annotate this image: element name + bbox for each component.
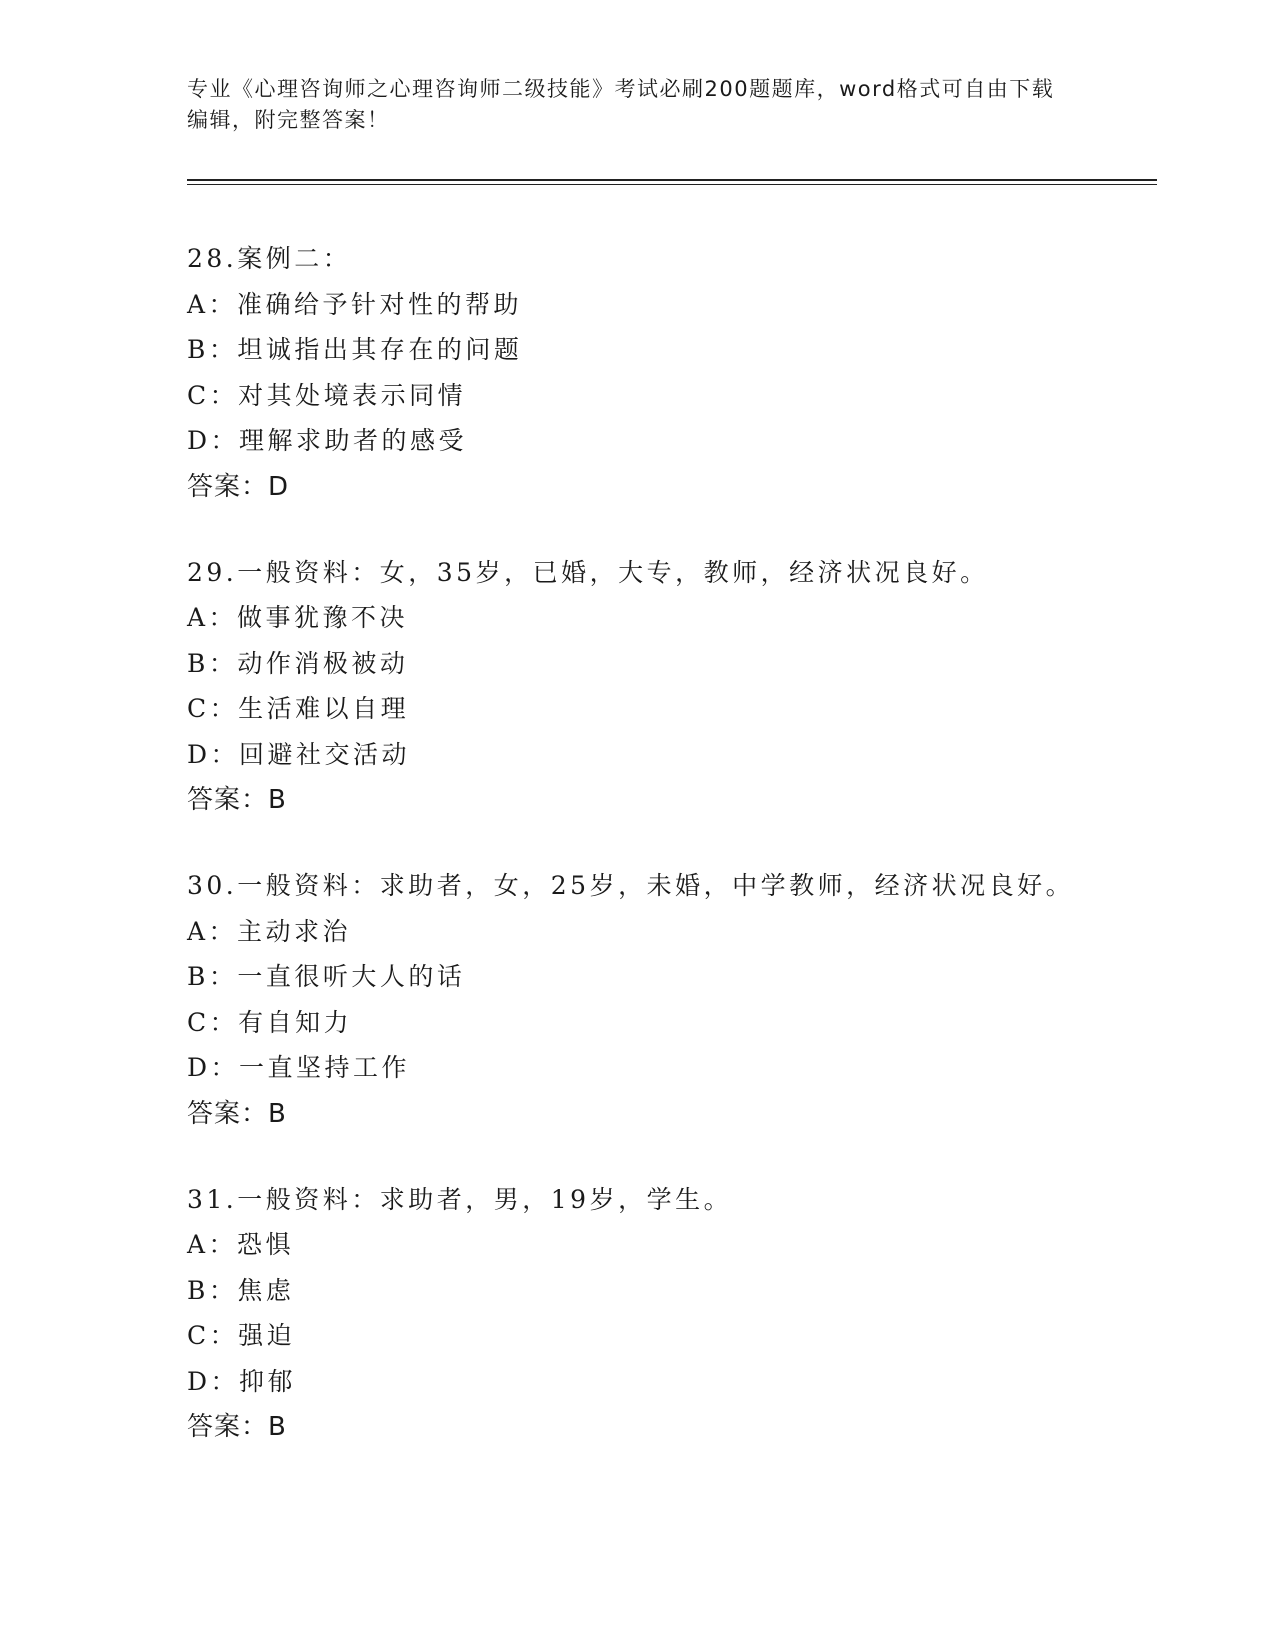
option-c: C：生活难以自理 (187, 694, 410, 723)
option-b: B：一直很听大人的话 (187, 962, 466, 991)
option-a: A：做事犹豫不决 (187, 603, 409, 632)
option-d: D：抑郁 (187, 1366, 297, 1396)
option-a: A：恐惧 (187, 1230, 295, 1259)
header-divider-thin (187, 184, 1157, 185)
option-b: B：动作消极被动 (187, 648, 409, 678)
question-list (187, 236, 1187, 1490)
question-stem: 30.一般资料：求助者，女，25岁，未婚，中学教师，经济状况良好。 (187, 871, 1075, 900)
answer-line: 答案：B (187, 1098, 287, 1129)
answer-line: 答案：D (187, 471, 290, 502)
option-d: D：理解求助者的感受 (187, 426, 468, 455)
question-stem: 31.一般资料：求助者，男，19岁，学生。 (187, 1184, 733, 1214)
option-b: B：坦诚指出其存在的问题 (187, 335, 523, 364)
option-b: B：焦虑 (187, 1275, 295, 1305)
option-c: C：对其处境表示同情 (187, 380, 467, 410)
answer-line: 答案：B (187, 785, 287, 815)
question-stem: 29.一般资料：女，35岁，已婚，大专，教师，经济状况良好。 (187, 557, 989, 587)
option-a: A：准确给予针对性的帮助 (187, 289, 523, 319)
option-a: A：主动求治 (187, 916, 352, 946)
option-c: C：强迫 (187, 1321, 296, 1350)
answer-line: 答案：B (187, 1412, 287, 1442)
document-header: 专业《心理咨询师之心理咨询师二级技能》考试必刷200题题库，word格式可自由下载编辑，附完整答案！ (187, 77, 1055, 132)
option-d: D：回避社交活动 (187, 739, 411, 769)
question-29 (187, 550, 1187, 824)
question-31 (187, 1177, 1187, 1451)
question-30 (187, 863, 1187, 1137)
header-divider (187, 179, 1157, 181)
option-c: C：有自知力 (187, 1007, 353, 1037)
option-d: D：一直坚持工作 (187, 1053, 411, 1082)
question-28 (187, 236, 1187, 510)
question-stem: 28.案例二： (187, 244, 352, 273)
